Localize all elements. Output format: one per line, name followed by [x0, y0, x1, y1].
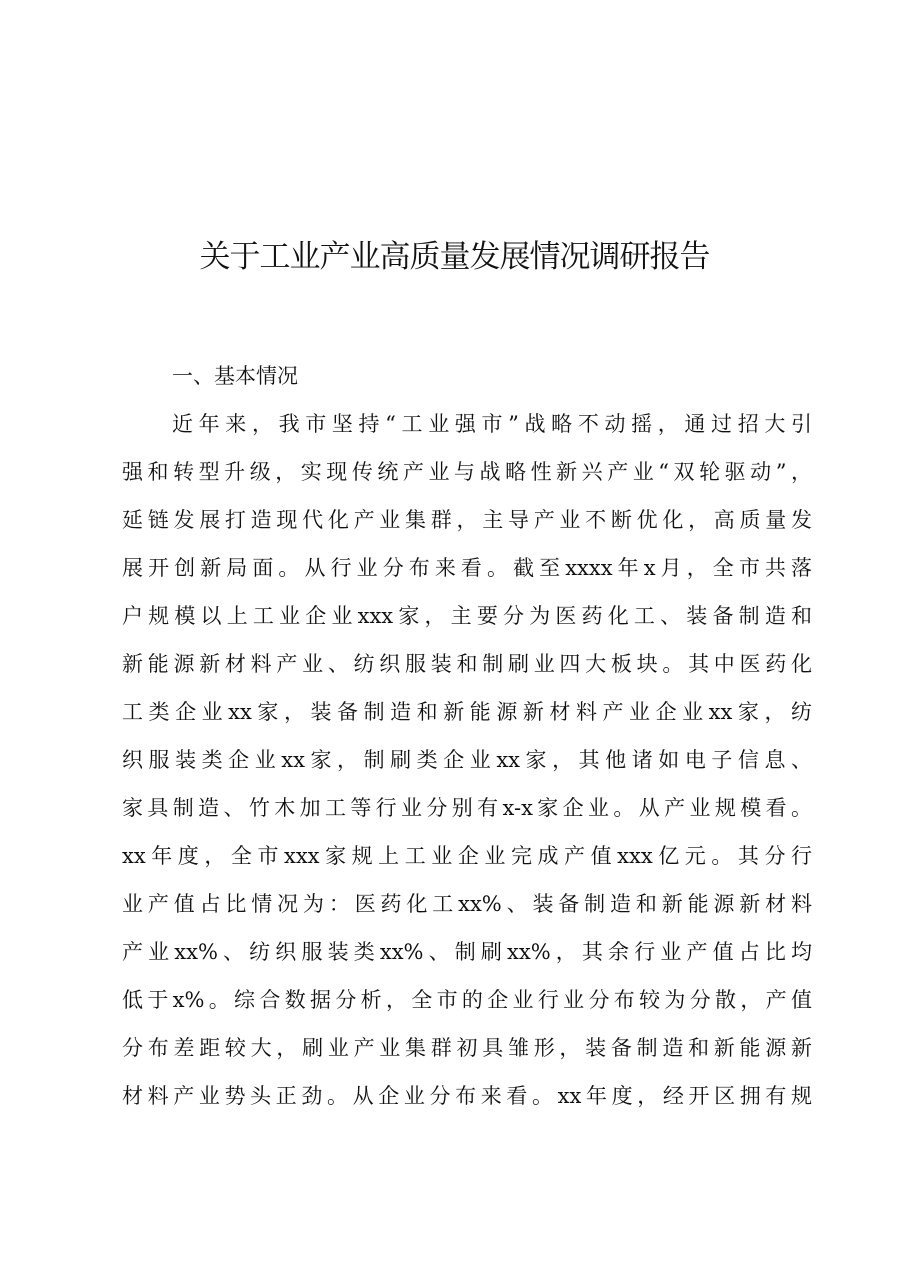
paragraph-line: 业产值占比情况为：医药化工xx%、装备制造和新能源新材料 — [122, 892, 812, 916]
document-title: 关于工业产业高质量发展情况调研报告 — [199, 239, 710, 275]
paragraph-line: 工类企业xx家，装备制造和新能源新材料产业企业xx家，纺 — [122, 700, 812, 724]
paragraph-line: 家具制造、竹木加工等行业分别有x-x家企业。从产业规模看。 — [122, 796, 812, 820]
paragraph-line: 展开创新局面。从行业分布来看。截至xxxx年x月，全市共落 — [122, 556, 812, 580]
paragraph-line: 延链发展打造现代化产业集群，主导产业不断优化，高质量发 — [122, 508, 812, 532]
paragraph-line: 低于x%。综合数据分析，全市的企业行业分布较为分散，产值 — [122, 988, 812, 1012]
paragraph-line: 近年来，我市坚持“工业强市”战略不动摇，通过招大引 — [172, 412, 812, 436]
paragraph-line: 材料产业势头正劲。从企业分布来看。xx年度，经开区拥有规 — [122, 1084, 812, 1108]
paragraph-line: 分布差距较大，刷业产业集群初具雏形，装备制造和新能源新 — [122, 1036, 812, 1060]
section-heading: 一、基本情况 — [172, 364, 298, 388]
paragraph-line: xx年度，全市xxx家规上工业企业完成产值xxx亿元。其分行 — [122, 844, 812, 868]
paragraph-line: 产业xx%、纺织服装类xx%、制刷xx%，其余行业产值占比均 — [122, 940, 812, 964]
body-paragraph — [122, 404, 812, 1124]
paragraph-line: 新能源新材料产业、纺织服装和制刷业四大板块。其中医药化 — [122, 652, 812, 676]
paragraph-line: 户规模以上工业企业xxx家，主要分为医药化工、装备制造和 — [122, 604, 812, 628]
paragraph-line: 织服装类企业xx家，制刷类企业xx家，其他诸如电子信息、 — [122, 748, 812, 772]
paragraph-line: 强和转型升级，实现传统产业与战略性新兴产业“双轮驱动”， — [122, 460, 812, 484]
